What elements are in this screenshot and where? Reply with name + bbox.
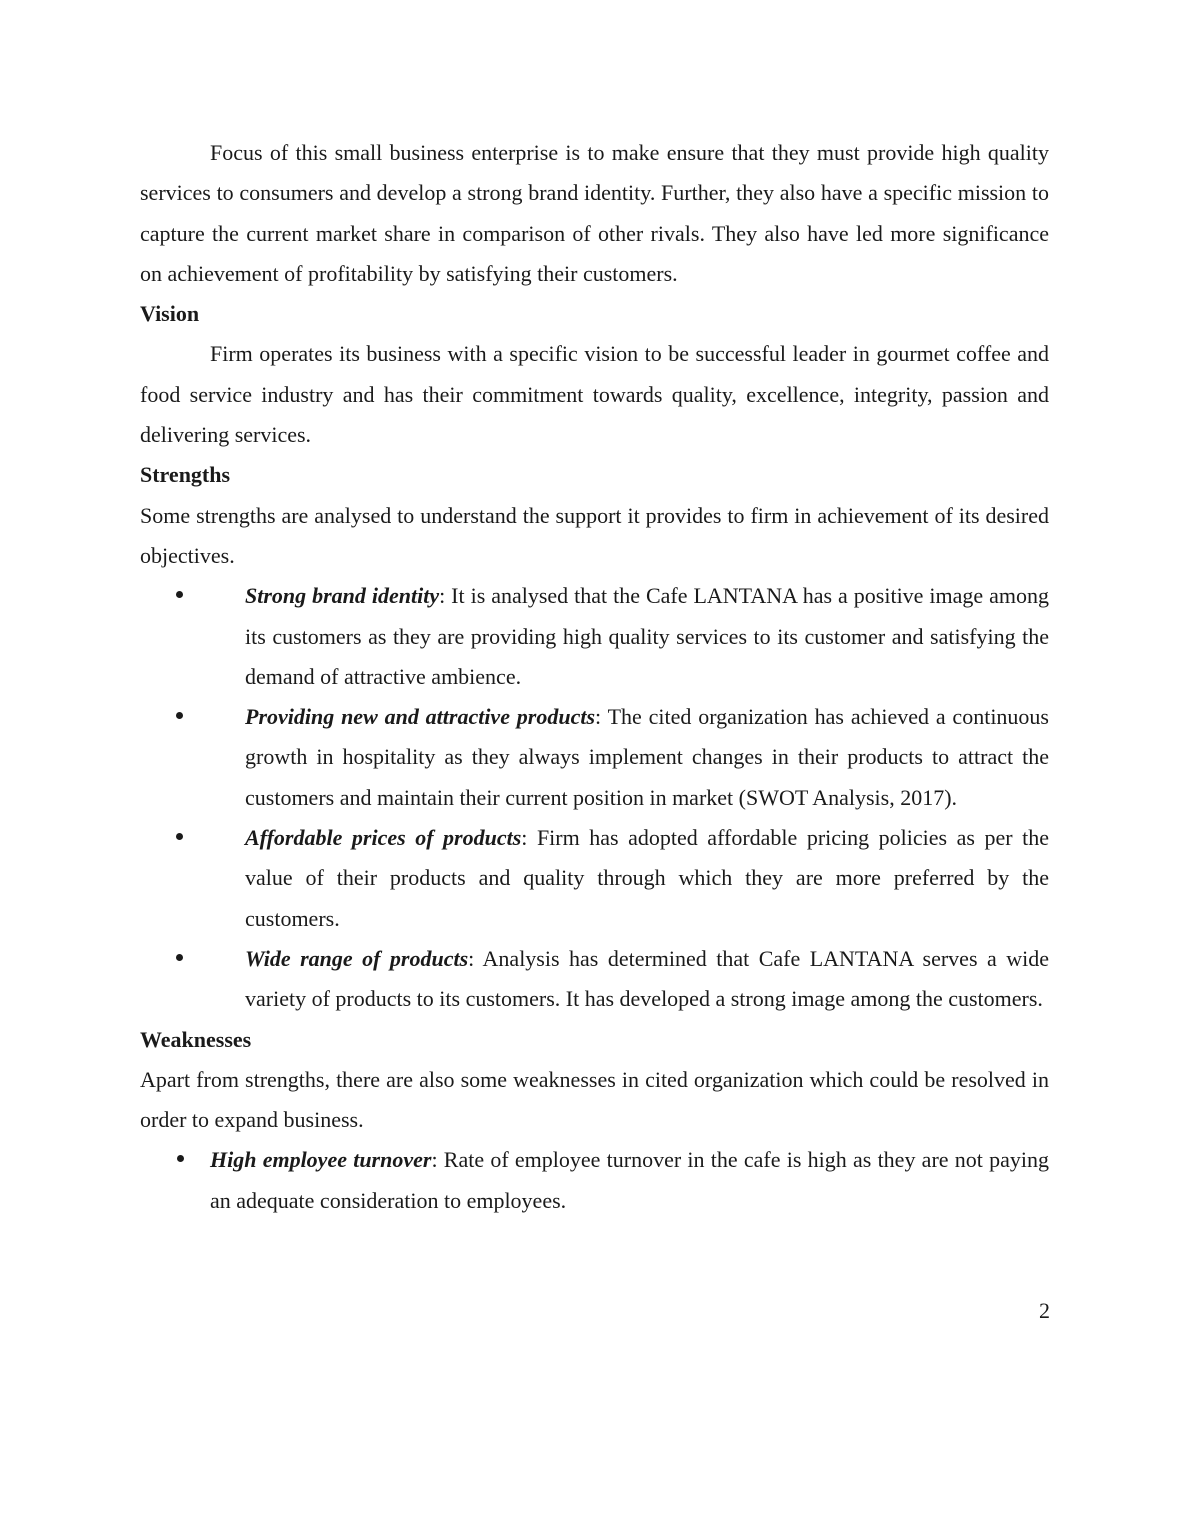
weakness-text: : Rate of employee turnover in the cafe is high as they are not paying an adequate consideration to employees. [210,1147,1049,1213]
strength-text: : Firm has adopted affordable pricing policies as per the value of their products and quality through which they are more preferred by the customers. [245,825,1049,931]
vision-paragraph: Firm operates its business with a specific vision to be successful leader in gourmet coffee and food service industry and has their commitment towards quality, excellence, integrity, passion and delivering services. [140,341,1049,448]
list-item [140,1140,1049,1221]
list-item [140,576,1049,697]
weakness-term: High employee turnover [210,1147,432,1173]
intro-paragraph: Focus of this small business enterprise is to make ensure that they must provide high quality services to consumers and develop a strong brand identity. Further, they also have a specific mission to capture the current market share in comparison of other rivals. They also have led more significance on achievement of profitability by satisfying their customers. [140,140,1049,286]
bullet-icon [176,591,183,598]
strength-term: Affordable prices of products [245,825,522,851]
strength-term: Strong brand identity [245,583,440,609]
strength-text: : The cited organization has achieved a continuous growth in hospitality as they always implement changes in their products to attract the customers and maintain their current position in market (SWOT Analysis, 2017). [245,704,1049,810]
vision-heading: Vision [140,301,200,327]
strengths-intro: Some strengths are analysed to understand the support it provides to firm in achievement of its desired objectives. [140,502,1049,568]
strength-text: : It is analysed that the Cafe LANTANA has a positive image among its customers as they are providing high quality services to its customer and satisfying the demand of attractive ambience. [245,583,1050,689]
strength-term: Providing new and attractive products [245,704,596,730]
strength-text: : Analysis has determined that Cafe LANTANA serves a wide variety of products to its customers. It has developed a strong image among the customers. [245,945,1049,1012]
list-item [140,939,1049,1020]
weaknesses-intro: Apart from strengths, there are also some weaknesses in cited organization which could be resolved in order to expand business. [140,1066,1049,1133]
page-number: 2 [1039,1298,1050,1323]
weaknesses-heading: Weaknesses [140,1026,252,1052]
bullet-icon [176,833,183,840]
bullet-icon [176,712,183,719]
bullet-icon [177,1155,184,1162]
strengths-list [140,576,1049,1019]
list-item [140,818,1049,939]
document-page [140,133,1049,1221]
weaknesses-list [140,1140,1049,1221]
strengths-heading: Strengths [140,462,231,488]
bullet-icon [176,954,183,961]
list-item [140,697,1049,818]
strength-term: Wide range of products [245,945,469,971]
